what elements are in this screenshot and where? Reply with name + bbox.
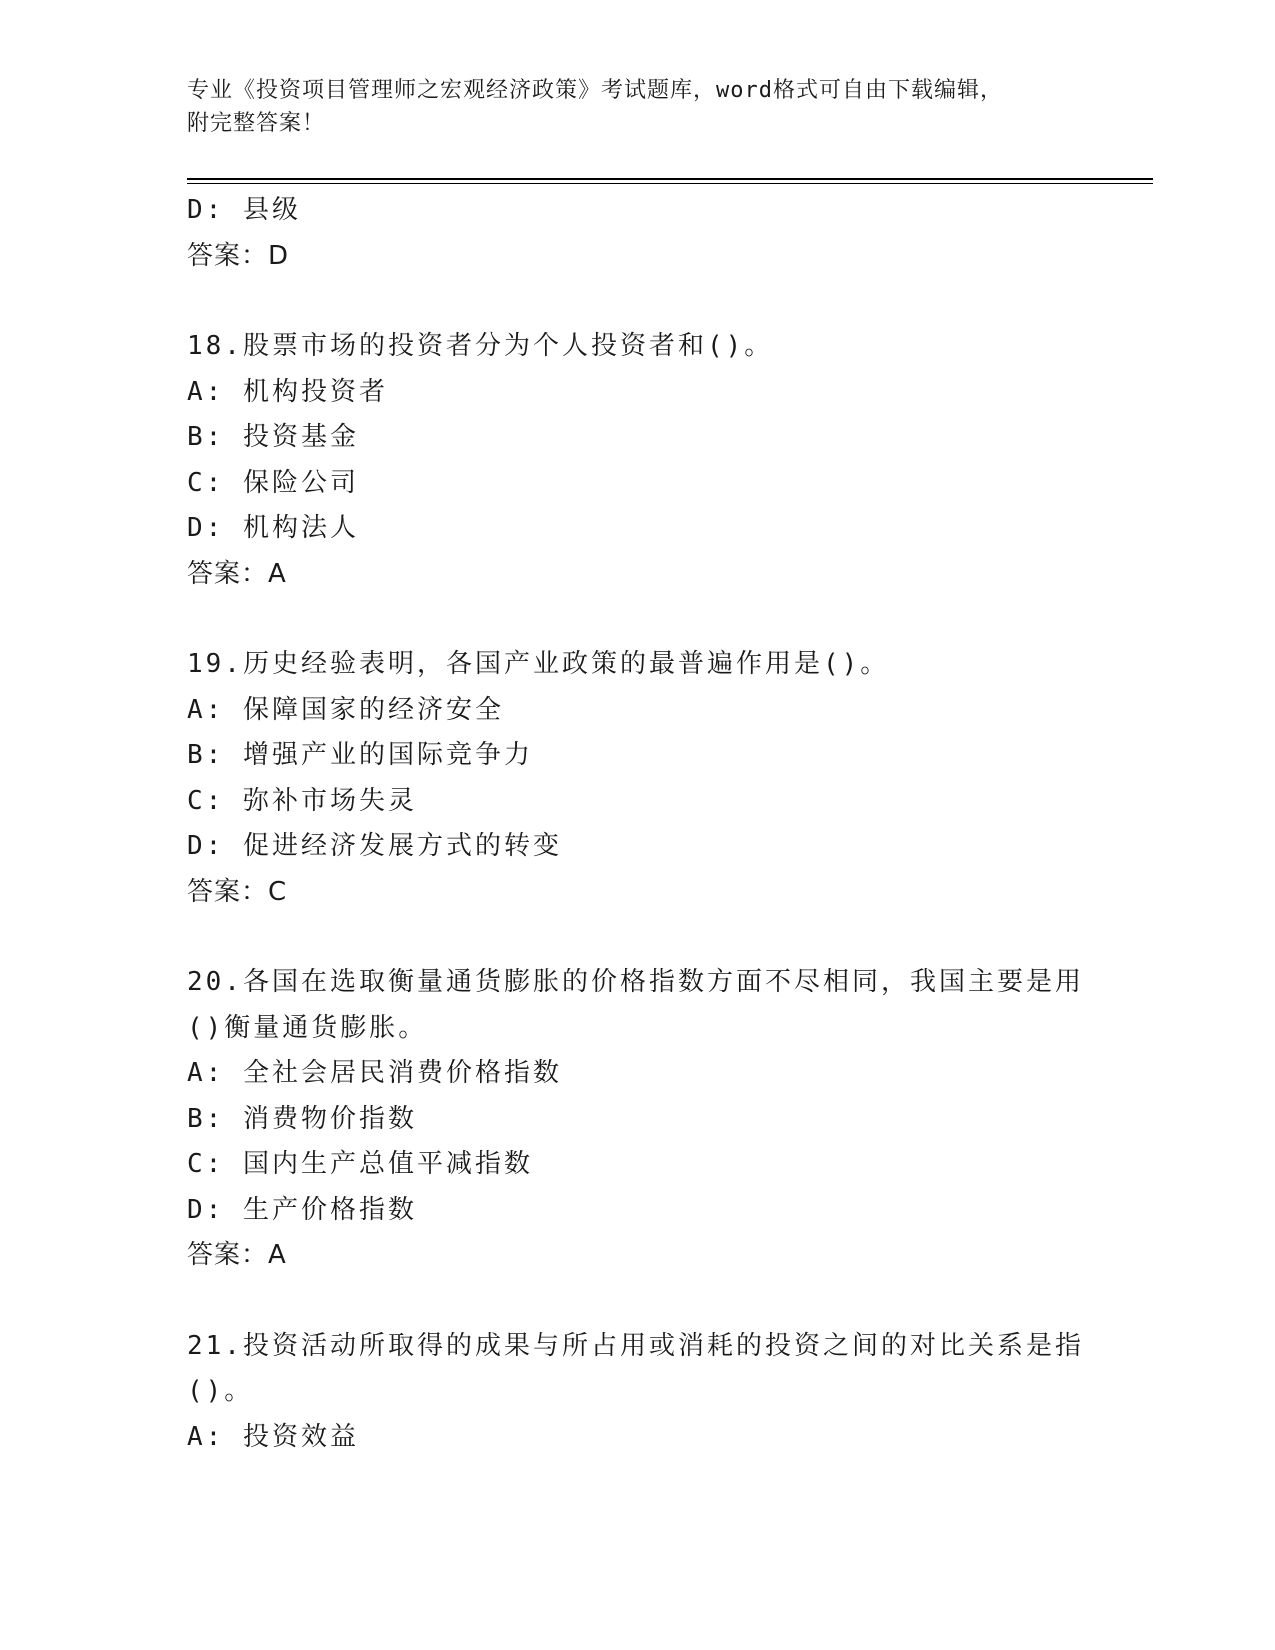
- question-text-line-2: ()衡量通货膨胀。: [187, 1012, 428, 1043]
- question-18: [187, 324, 1087, 597]
- option-b: B: 投资基金: [187, 422, 359, 452]
- question-20: [187, 960, 1087, 1279]
- option-d: D: 县级: [187, 195, 301, 225]
- option-c: C: 弥补市场失灵: [187, 785, 417, 816]
- header-line-1: 专业《投资项目管理师之宏观经济政策》考试题库，word格式可自由下载编辑，: [187, 78, 1003, 103]
- question-text: 19.历史经验表明，各国产业政策的最普遍作用是()。: [187, 649, 890, 679]
- option-c: C: 保险公司: [187, 467, 359, 498]
- option-a: A: 投资效益: [187, 1421, 359, 1452]
- option-d: D: 机构法人: [187, 513, 359, 543]
- header-divider-thick: [187, 178, 1153, 180]
- option-d: D: 生产价格指数: [187, 1194, 417, 1225]
- question-text-line-1: 20.各国在选取衡量通货膨胀的价格指数方面不尽相同，我国主要是用: [187, 967, 1084, 997]
- option-a: A: 全社会居民消费价格指数: [187, 1058, 562, 1088]
- document-header: [187, 74, 1067, 140]
- option-b: B: 增强产业的国际竞争力: [187, 740, 533, 770]
- question-text-line-2: ()。: [187, 1376, 254, 1406]
- option-d: D: 促进经济发展方式的转变: [187, 831, 562, 861]
- option-b: B: 消费物价指数: [187, 1103, 417, 1134]
- header-line-2: 附完整答案！: [187, 111, 326, 136]
- answer: 答案：D: [187, 240, 290, 271]
- answer: 答案：A: [187, 1240, 287, 1270]
- question-21: [187, 1324, 1087, 1461]
- question-19: [187, 642, 1087, 915]
- answer: 答案：C: [187, 876, 288, 907]
- option-a: A: 保障国家的经济安全: [187, 694, 504, 725]
- question-list: [187, 188, 1087, 1460]
- option-a: A: 机构投资者: [187, 376, 388, 407]
- question-text: 18.股票市场的投资者分为个人投资者和()。: [187, 331, 774, 361]
- question-17-tail: [187, 188, 1087, 279]
- question-text-line-1: 21.投资活动所取得的成果与所占用或消耗的投资之间的对比关系是指: [187, 1330, 1084, 1361]
- option-c: C: 国内生产总值平减指数: [187, 1149, 533, 1179]
- header-divider-thin: [187, 183, 1153, 184]
- answer: 答案：A: [187, 558, 287, 589]
